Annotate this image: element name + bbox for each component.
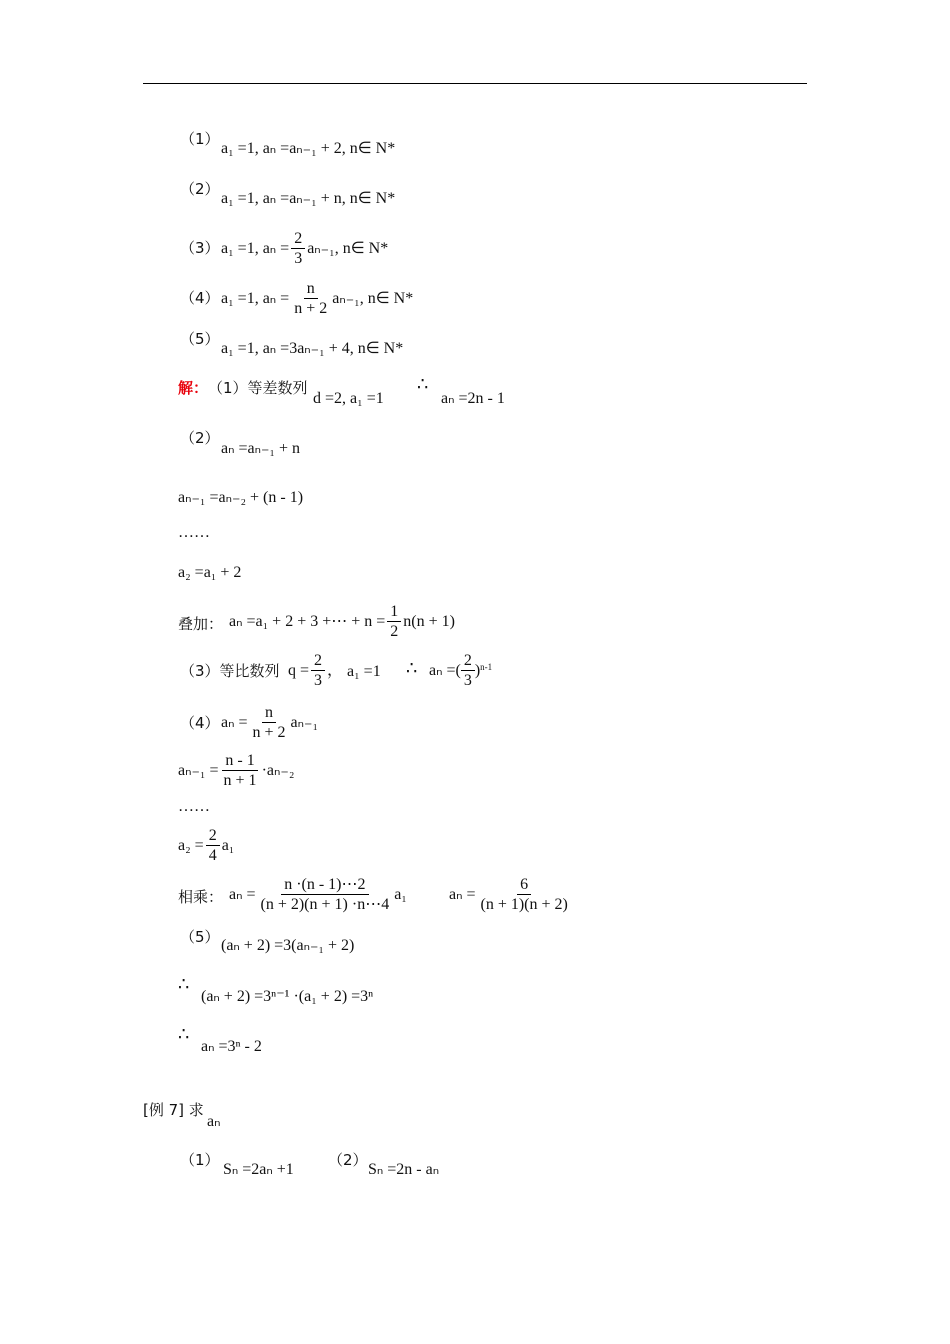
solution-2-line1: aₙ =aₙ₋₁ + n <box>221 440 301 457</box>
line3-pre: a₂ = <box>178 836 204 854</box>
q-expr-pre: q = <box>288 661 310 679</box>
fraction-denominator: 3 <box>294 250 303 267</box>
solution-4-line3 <box>178 826 234 865</box>
fraction-denominator: n + 2 <box>294 300 328 317</box>
example-7-p1-label: （1） <box>180 1151 220 1169</box>
product-pre: aₙ = <box>229 885 256 903</box>
sum-expr-pre: aₙ =a₁ + 2 + 3 +⋯ + n = <box>229 612 386 630</box>
product-post: a₁ <box>394 885 407 903</box>
fraction-numerator: 2 <box>291 229 305 249</box>
line2-fraction <box>221 751 260 790</box>
header-rule <box>143 83 807 84</box>
line1-pre: aₙ = <box>221 713 248 731</box>
fraction-denominator: 2 <box>390 623 399 640</box>
solution-4-dots: …… <box>178 798 210 815</box>
fraction-numerator: 6 <box>517 875 531 895</box>
solution-3-label: （3）等比数列 <box>180 662 280 680</box>
problem-4-expr-post: aₙ₋₁, n∈ N* <box>332 289 414 307</box>
solution-2-line3: a₂ =a₁ + 2 <box>178 564 242 581</box>
result-fraction <box>461 651 475 690</box>
fraction-denominator: n + 1 <box>223 772 257 789</box>
fraction-denominator: n + 2 <box>252 724 286 741</box>
solution-2-dots: …… <box>178 524 210 541</box>
fraction-numerator: 2 <box>461 651 475 671</box>
fraction-numerator: n <box>304 279 318 299</box>
fraction-denominator: (n + 2)(n + 1) ·n⋯4 <box>260 896 390 913</box>
problem-1-label: （1） <box>180 130 220 148</box>
solution-2-label: （2） <box>180 429 220 447</box>
solution-title: 解： <box>178 379 209 397</box>
example-7-p2-expr: Sₙ =2n - aₙ <box>368 1161 440 1178</box>
therefore-symbol: ∴ <box>178 974 190 995</box>
solution-2-sum <box>229 602 455 641</box>
solution-4-result <box>449 875 573 914</box>
fraction-numerator: 1 <box>387 602 401 622</box>
solution-5-label: （5） <box>180 928 220 946</box>
fraction-numerator: n <box>262 703 276 723</box>
fraction-denominator: 3 <box>463 672 472 689</box>
solution-4-product <box>229 875 407 914</box>
problem-3-fraction <box>291 229 305 268</box>
therefore-symbol: ∴ <box>178 1024 190 1045</box>
solution-3-a1: a₁ =1 <box>347 663 381 680</box>
product-fraction <box>258 875 393 914</box>
problem-3-label: （3） <box>180 239 220 257</box>
fraction-numerator: 2 <box>311 651 325 671</box>
problem-1-expr: a₁ =1, aₙ =aₙ₋₁ + 2, n∈ N* <box>221 140 396 157</box>
solution-4-line1 <box>221 703 318 742</box>
example-7-p1-expr: Sₙ =2aₙ +1 <box>223 1161 294 1178</box>
line2-post: ·aₙ₋₂ <box>261 761 295 779</box>
line1-post: aₙ₋₁ <box>290 713 319 731</box>
result-pre: aₙ = <box>449 885 476 903</box>
line3-fraction <box>206 826 220 865</box>
problem-2-expr: a₁ =1, aₙ =aₙ₋₁ + n, n∈ N* <box>221 190 396 207</box>
result-pre: aₙ =( <box>429 661 461 679</box>
solution-3-result <box>429 651 492 690</box>
solution-4-label: （4） <box>180 714 220 732</box>
problem-4-label: （4） <box>180 289 220 307</box>
solution-5-line2: (aₙ + 2) =3ⁿ⁻¹ ·(a₁ + 2) =3ⁿ <box>201 988 374 1005</box>
solution-5-line3: aₙ =3ⁿ - 2 <box>201 1038 262 1055</box>
solution-3-q <box>288 651 343 690</box>
problem-3-expr-pre: a₁ =1, aₙ = <box>221 239 290 257</box>
problem-3-expr-post: aₙ₋₁, n∈ N* <box>307 239 389 257</box>
result-exponent: n-1 <box>480 662 493 672</box>
q-fraction <box>311 651 325 690</box>
problem-3-expr <box>221 229 388 268</box>
example-7-title: [例 7] 求 <box>143 1101 204 1119</box>
therefore-symbol: ∴ <box>417 374 429 395</box>
solution-4-line2 <box>178 751 294 790</box>
example-7-p2-label: （2） <box>328 1151 368 1169</box>
problem-5-expr: a₁ =1, aₙ =3aₙ₋₁ + 4, n∈ N* <box>221 340 404 357</box>
solution-2-sum-label: 叠加： <box>178 615 224 633</box>
therefore-symbol: ∴ <box>406 658 418 679</box>
solution-1-expr: d =2, a₁ =1 <box>313 390 384 407</box>
result-post: ) <box>474 661 481 679</box>
fraction-denominator: (n + 1)(n + 2) <box>480 896 568 913</box>
line1-fraction <box>250 703 289 742</box>
solution-1-label: （1）等差数列 <box>208 379 308 397</box>
problem-4-expr <box>221 279 413 318</box>
problem-4-expr-pre: a₁ =1, aₙ = <box>221 289 290 307</box>
sum-expr-post: n(n + 1) <box>403 612 455 630</box>
fraction-numerator: n - 1 <box>222 751 257 771</box>
result-fraction <box>478 875 571 914</box>
solution-1-result: aₙ =2n - 1 <box>441 390 505 407</box>
sum-fraction <box>387 602 401 641</box>
line3-post: a₁ <box>221 836 235 854</box>
example-7-target: aₙ <box>207 1113 221 1130</box>
line2-pre: aₙ₋₁ = <box>178 761 219 779</box>
solution-2-line2: aₙ₋₁ =aₙ₋₂ + (n - 1) <box>178 489 304 506</box>
problem-4-fraction <box>291 279 330 318</box>
problem-2-label: （2） <box>180 180 220 198</box>
fraction-numerator: n ·(n - 1)⋯2 <box>281 875 368 895</box>
solution-4-product-label: 相乘： <box>178 888 224 906</box>
fraction-numerator: 2 <box>206 826 220 846</box>
q-comma: ， <box>327 661 344 679</box>
fraction-denominator: 3 <box>314 672 323 689</box>
solution-5-line1: (aₙ + 2) =3(aₙ₋₁ + 2) <box>221 937 355 954</box>
fraction-denominator: 4 <box>208 847 217 864</box>
problem-5-label: （5） <box>180 330 220 348</box>
